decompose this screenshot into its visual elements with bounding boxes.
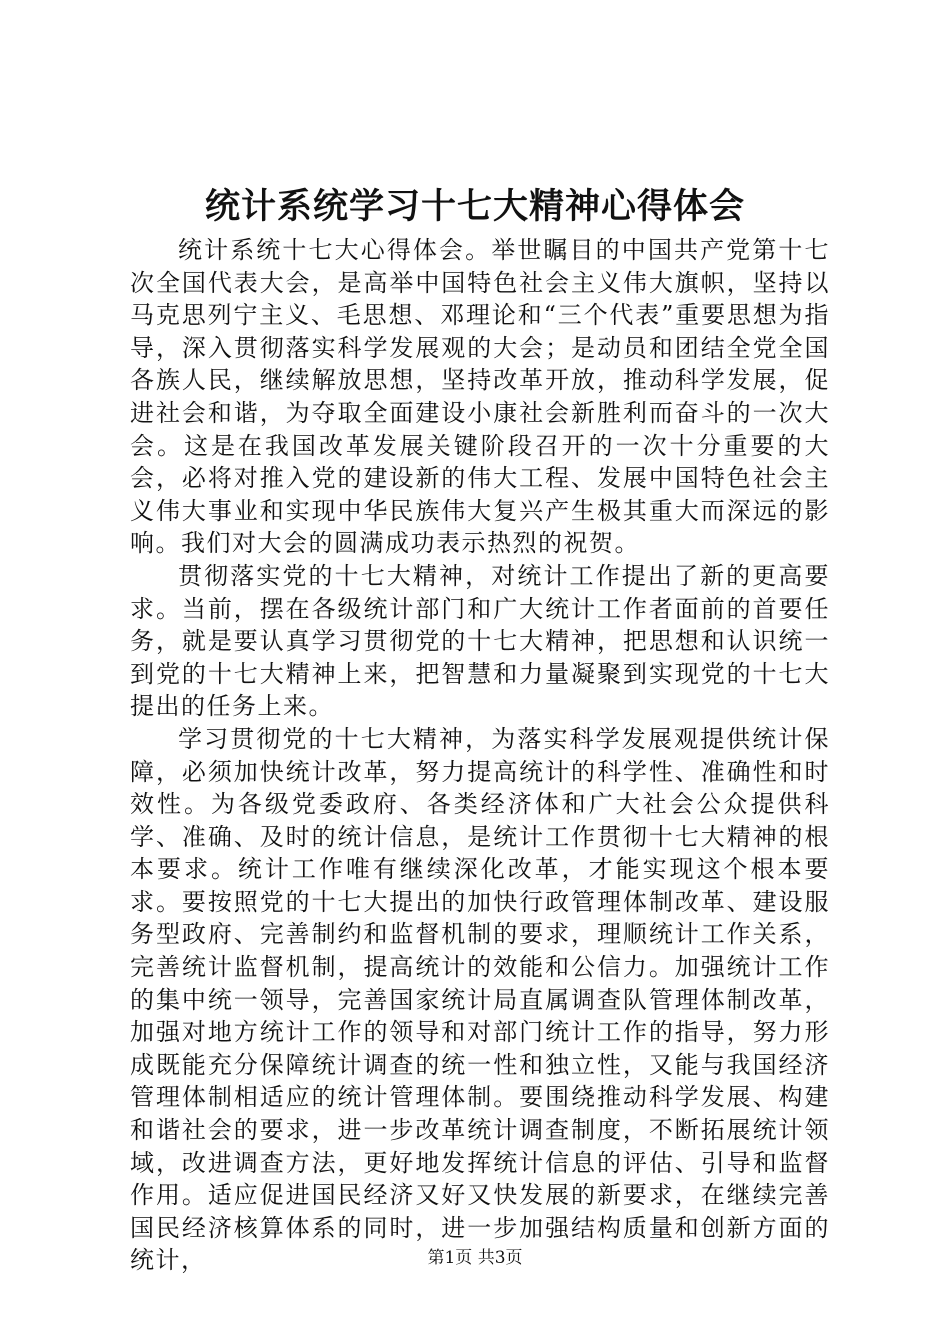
paragraph-3: 学习贯彻党的十七大精神，为落实科学发展观提供统计保障，必须加快统计改革，努力提高统计的科学性、准确性和时效性。为各级党委政府、各类经济体和广大社会公众提供科学、准确、及时的统计信息，是统计工作贯彻十七大精神的根本要求。统计工作唯有继续深化改革，才能实现这个根本要求。要按照党的十七大提出的加快行政管理体制改革、建设服务型政府、完善制约和监督机制的要求，理顺统计工作关系，完善统计监督机制，提高统计的效能和公信力。加强统计工作的集中统一领导，完善国家统计局直属调查队管理体制改革，加强对地方统计工作的领导和对部门统计工作的指导，努力形成既能充分保障统计调查的统一性和独立性，又能与我国经济管理体制相适应的统计管理体制。要围绕推动科学发展、构建和谐社会的要求，进一步改革统计调查制度，不断拓展统计领域，改进调查方法，更好地发挥统计信息的评估、引导和监督作用。适应促进国民经济又好又快发展的新要求，在继续完善国民经济核算体系的同时，进一步加强结构质量和创新方面的统计， [130, 724, 830, 1275]
document-title: 统计系统学习十七大精神心得体会 [204, 186, 745, 227]
page-footer: 第1页 共3页 [427, 1248, 523, 1268]
paragraph-2: 贯彻落实党的十七大精神，对统计工作提出了新的更高要求。当前，摆在各级统计部门和广大统计工作者面前的首要任务，就是要认真学习贯彻党的十七大精神，把思想和认识统一到党的十七大精神上来，把智慧和力量凝聚到实现党的十七大提出的任务上来。 [130, 561, 830, 721]
document-body [130, 234, 830, 1277]
paragraph-1: 统计系统十七大心得体会。举世瞩目的中国共产党第十七次全国代表大会，是高举中国特色社会主义伟大旗帜，坚持以马克思列宁主义、毛思想、邓理论和“三个代表”重要思想为指导，深入贯彻落实科学发展观的大会；是动员和团结全党全国各族人民，继续解放思想，坚持改革开放，推动科学发展，促进社会和谐，为夺取全面建设小康社会新胜利而奋斗的一次大会。这是在我国改革发展关键阶段召开的一次十分重要的大会，必将对推入党的建设新的伟大工程、发展中国特色社会主义伟大事业和实现中华民族伟大复兴产生极其重大而深远的影响。我们对大会的圆满成功表示热烈的祝贺。 [130, 236, 830, 558]
